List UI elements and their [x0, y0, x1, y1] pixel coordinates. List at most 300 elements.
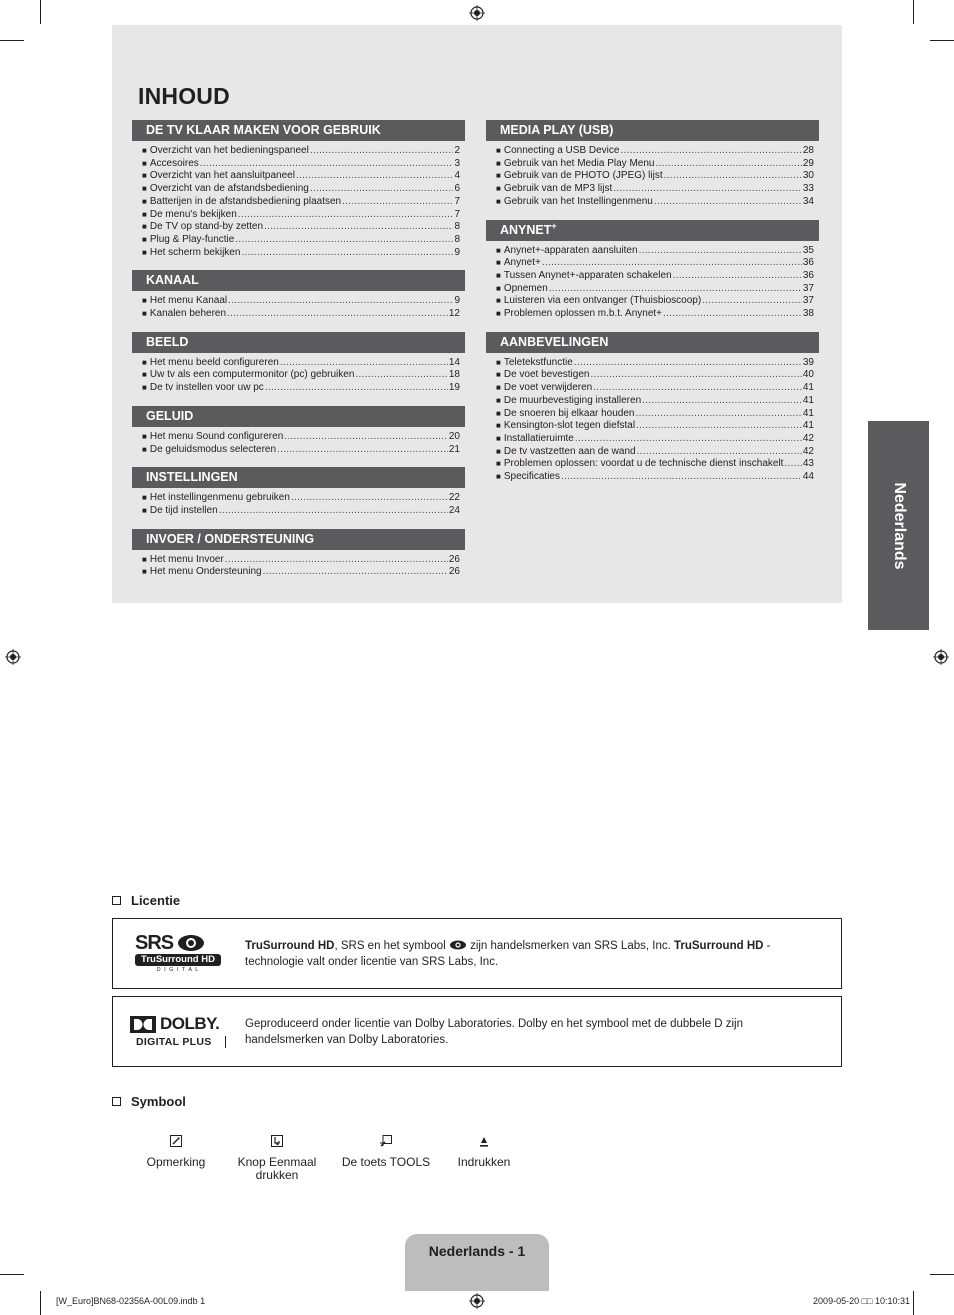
srs-logo-badge: TruSurround HD — [135, 954, 221, 966]
toc-leader-dots — [291, 492, 448, 505]
toc-entry-page: 14 — [448, 356, 460, 368]
toc-entry-page: 28 — [802, 145, 814, 156]
toc-entry[interactable] — [496, 283, 814, 296]
toc-entry-label: Specificaties — [503, 471, 560, 483]
toc-leader-dots — [593, 382, 802, 395]
toc-section — [132, 270, 465, 320]
toc-leader-dots — [241, 247, 453, 260]
toc-entry[interactable] — [496, 420, 814, 433]
toc-entry[interactable] — [496, 145, 814, 158]
license-heading-text: Licentie — [131, 893, 181, 908]
toc-entry-page: 39 — [802, 356, 814, 368]
toc-entry[interactable] — [142, 158, 460, 171]
toc-section — [132, 406, 465, 456]
toc-entry-page: 41 — [802, 394, 814, 406]
toc-section-title: INVOER / ONDERSTEUNING — [146, 531, 315, 546]
crop-mark — [0, 1274, 24, 1275]
toc-entry[interactable] — [496, 382, 814, 395]
toc-entry-page: 37 — [802, 282, 814, 294]
toc-entry[interactable] — [142, 444, 460, 457]
toc-leader-dots — [263, 566, 448, 579]
toc-entry-label: Overzicht van de afstandsbediening — [149, 183, 309, 195]
toc-leader-dots — [702, 295, 802, 308]
toc-section — [486, 332, 819, 484]
bullet-square-icon: ■ — [496, 459, 501, 469]
toc-list — [486, 245, 819, 321]
toc-entry-page: 3 — [454, 157, 460, 169]
toc-entry[interactable] — [496, 357, 814, 370]
bullet-square-icon: ■ — [496, 245, 501, 255]
toc-entry-page: 24 — [448, 504, 460, 516]
toc-entry-page: 35 — [802, 244, 814, 256]
toc-section-header — [486, 332, 819, 353]
toc-entry-label: Het instellingenmenu gebruiken — [149, 492, 290, 504]
toc-entry-label: Opnemen — [503, 282, 548, 294]
toc-entry-page: 41 — [802, 420, 814, 432]
checkbox-square-icon — [112, 896, 121, 905]
symbol-tools — [331, 1134, 441, 1169]
toc-entry[interactable] — [142, 566, 460, 579]
symbol-press-label: Indrukken — [457, 1155, 511, 1169]
bullet-square-icon: ■ — [496, 357, 501, 367]
bullet-square-icon: ■ — [496, 296, 501, 306]
srs-logo-sub: D I G I T A L — [156, 967, 200, 973]
toc-entry-page: 42 — [802, 432, 814, 444]
bullet-square-icon: ■ — [142, 146, 147, 155]
crop-mark — [0, 40, 24, 41]
toc-entry-label: De muurbevestiging installeren — [503, 394, 642, 406]
bullet-square-icon: ■ — [142, 431, 147, 441]
toc-section — [486, 120, 819, 209]
symbol-note — [121, 1134, 231, 1169]
toc-entry-page: 44 — [802, 471, 814, 483]
toc-list — [132, 145, 465, 259]
registration-mark-icon — [469, 5, 485, 21]
toc-entry[interactable] — [496, 458, 814, 471]
toc-list — [132, 295, 465, 320]
toc-entry[interactable] — [142, 170, 460, 183]
bullet-square-icon: ■ — [142, 171, 147, 181]
toc-entry[interactable] — [496, 196, 814, 209]
toc-right-column — [486, 120, 819, 495]
symbol-one-touch — [222, 1134, 332, 1182]
toc-entry[interactable] — [496, 446, 814, 459]
toc-entry[interactable] — [496, 433, 814, 446]
toc-entry-page: 8 — [454, 233, 460, 245]
toc-section-header — [132, 529, 465, 550]
toc-entry-page: 36 — [802, 269, 814, 281]
toc-leader-dots — [310, 183, 454, 196]
toc-section — [486, 220, 819, 321]
toc-list — [132, 492, 465, 517]
bullet-square-icon: ■ — [496, 408, 501, 418]
toc-section-title: AANBEVELINGEN — [500, 334, 609, 349]
toc-entry-page: 42 — [802, 445, 814, 457]
toc-entry-label: Gebruik van de MP3 lijst — [503, 183, 613, 195]
toc-entry-page: 38 — [802, 308, 814, 320]
page-number: Nederlands - 1 — [405, 1234, 549, 1291]
toc-entry-label: Problemen oplossen m.b.t. Anynet+ — [503, 308, 662, 320]
toc-list — [132, 431, 465, 456]
bullet-square-icon: ■ — [142, 296, 147, 306]
toc-entry[interactable] — [496, 308, 814, 321]
bullet-square-icon: ■ — [142, 196, 147, 206]
toc-entry[interactable] — [142, 145, 460, 158]
toc-entry-page: 30 — [802, 170, 814, 182]
toc-entry-label: Het scherm bekijken — [149, 246, 241, 258]
srs-bold-trusurround: TruSurround HD — [245, 940, 335, 952]
toc-entry-label: De tv vastzetten aan de wand — [503, 445, 636, 457]
bullet-square-icon: ■ — [142, 554, 147, 564]
toc-section — [132, 332, 465, 395]
toc-entry[interactable] — [142, 196, 460, 209]
toc-entry-label: Kensington-slot tegen diefstal — [503, 420, 636, 432]
toc-entry-label: Het menu Invoer — [149, 553, 224, 565]
bullet-square-icon: ■ — [142, 505, 147, 515]
toc-leader-dots — [590, 369, 801, 382]
toc-leader-dots — [636, 408, 802, 421]
toc-entry-label: Overzicht van het bedieningspaneel — [149, 145, 309, 156]
toc-leader-dots — [542, 257, 802, 270]
toc-section-title: MEDIA PLAY (USB) — [500, 123, 614, 137]
srs-text-part: , SRS en het symbool — [334, 940, 449, 952]
toc-entry[interactable] — [496, 408, 814, 421]
srs-text-part: - technologie valt onder licentie van SRS Labs, Inc. — [245, 940, 771, 968]
bullet-square-icon: ■ — [142, 209, 147, 219]
srs-license-text — [245, 938, 815, 970]
crop-mark — [913, 0, 914, 24]
toc-entry-page: 36 — [802, 257, 814, 269]
crop-mark — [40, 1291, 41, 1315]
toc-leader-dots — [228, 295, 453, 308]
toc-section-title: DE TV KLAAR MAKEN VOOR GEBRUIK — [146, 123, 381, 137]
crop-mark — [930, 40, 954, 41]
registration-mark-icon — [5, 649, 21, 665]
toc-entry[interactable] — [496, 170, 814, 183]
toc-entry-label: Batterijen in de afstandsbediening plaatsen — [149, 195, 342, 207]
toc-list — [486, 357, 819, 484]
toc-leader-dots — [227, 308, 448, 321]
symbol-heading-text: Symbool — [131, 1094, 186, 1109]
bullet-square-icon: ■ — [142, 370, 147, 380]
toc-entry-page: 9 — [454, 246, 460, 258]
toc-entry-page: 18 — [448, 369, 460, 381]
bullet-square-icon: ■ — [142, 222, 147, 232]
toc-leader-dots — [549, 283, 802, 296]
note-icon — [169, 1134, 183, 1148]
toc-leader-dots — [642, 395, 802, 408]
crop-mark — [913, 1291, 914, 1315]
toc-entry-label: Problemen oplossen: voordat u de technische dienst inschakelt — [503, 458, 784, 470]
bullet-square-icon: ■ — [496, 171, 501, 181]
toc-entry-page: 40 — [802, 369, 814, 381]
bullet-square-icon: ■ — [142, 567, 147, 577]
bullet-square-icon: ■ — [496, 395, 501, 405]
toc-entry-label: Accesoires — [149, 157, 199, 169]
toc-entry-label: Uw tv als een computermonitor (pc) gebruiken — [149, 369, 355, 381]
toc-leader-dots — [238, 209, 454, 222]
toc-entry-label: Gebruik van het Instellingenmenu — [503, 195, 653, 207]
toc-entry-label: Het menu Sound configureren — [149, 430, 284, 442]
toc-entry-label: Gebruik van het Media Play Menu — [503, 157, 655, 169]
toc-leader-dots — [620, 145, 801, 158]
license-heading — [112, 893, 180, 908]
srs-logo-text: SRS — [135, 932, 174, 954]
toc-entry-label: De voet verwijderen — [503, 382, 593, 394]
toc-section-header — [486, 220, 819, 241]
toc-entry-label: Het menu beeld configureren — [149, 356, 279, 368]
toc-entry-label: De snoeren bij elkaar houden — [503, 407, 635, 419]
toc-entry-page: 43 — [802, 458, 814, 470]
toc-section-title: ANYNET — [500, 222, 552, 237]
toc-entry-label: Tussen Anynet+-apparaten schakelen — [503, 269, 672, 281]
toc-section-title-sup: + — [551, 220, 557, 231]
toc-entry[interactable] — [142, 209, 460, 222]
toc-entry[interactable] — [496, 270, 814, 283]
toc-leader-dots — [784, 458, 801, 471]
srs-logo — [135, 933, 225, 977]
toc-entry-page: 9 — [454, 295, 460, 307]
registration-mark-icon — [933, 649, 949, 665]
toc-section-header — [132, 406, 465, 427]
toc-leader-dots — [664, 170, 802, 183]
toc-leader-dots — [310, 145, 454, 158]
toc-leader-dots — [575, 433, 802, 446]
toc-entry-page: 7 — [454, 195, 460, 207]
toc-entry-label: Het menu Ondersteuning — [149, 566, 262, 578]
toc-leader-dots — [574, 357, 802, 370]
press-icon — [477, 1134, 491, 1148]
toc-entry[interactable] — [142, 247, 460, 260]
toc-entry-label: De tv instellen voor uw pc — [149, 382, 264, 394]
toc-entry-page: 26 — [448, 566, 460, 578]
toc-entry[interactable] — [142, 554, 460, 567]
toc-entry-label: Installatieruimte — [503, 432, 574, 444]
toc-entry-label: Het menu Kanaal — [149, 295, 228, 307]
toc-entry-label: Luisteren via een ontvanger (Thuisbioscoop) — [503, 295, 702, 307]
bullet-square-icon: ■ — [496, 421, 501, 431]
crop-mark — [930, 1274, 954, 1275]
symbol-press — [429, 1134, 539, 1169]
dolby-logo-text: DOLBY. — [160, 1014, 220, 1033]
toc-entry[interactable] — [142, 382, 460, 395]
bullet-square-icon: ■ — [142, 247, 147, 257]
dolby-logo — [130, 1015, 230, 1051]
srs-license-box — [112, 918, 842, 989]
bullet-square-icon: ■ — [142, 234, 147, 244]
toc-leader-dots — [280, 357, 448, 370]
toc-entry-page: 2 — [454, 145, 460, 156]
srs-text-part: zijn handelsmerken van SRS Labs, Inc. — [466, 940, 674, 952]
toc-leader-dots — [355, 369, 448, 382]
registration-mark-icon — [469, 1293, 485, 1309]
bullet-square-icon: ■ — [496, 283, 501, 293]
bullet-square-icon: ■ — [496, 433, 501, 443]
toc-left-column — [132, 120, 465, 590]
toc-leader-dots — [637, 446, 802, 459]
toc-entry-page: 22 — [448, 492, 460, 504]
bullet-square-icon: ■ — [496, 258, 501, 268]
toc-entry-page: 34 — [802, 195, 814, 207]
toc-leader-dots — [654, 196, 802, 209]
toc-entry-page: 37 — [802, 295, 814, 307]
toc-section — [132, 120, 465, 259]
toc-entry-label: De TV op stand-by zetten — [149, 221, 264, 233]
symbol-tools-label: De toets TOOLS — [341, 1155, 431, 1169]
bullet-square-icon: ■ — [142, 383, 147, 393]
toc-entry-page: 41 — [802, 382, 814, 394]
toc-leader-dots — [636, 420, 802, 433]
toc-entry[interactable] — [496, 245, 814, 258]
checkbox-square-icon — [112, 1097, 121, 1106]
toc-entry-label: Gebruik van de PHOTO (JPEG) lijst — [503, 170, 663, 182]
toc-entry-page: 8 — [454, 221, 460, 233]
one-touch-button-icon — [270, 1134, 284, 1148]
toc-entry-label: De tijd instellen — [149, 504, 218, 516]
bullet-square-icon: ■ — [142, 444, 147, 454]
toc-entry-page: 7 — [454, 208, 460, 220]
toc-leader-dots — [296, 170, 454, 183]
toc-list — [132, 554, 465, 579]
toc-entry-label: De voet bevestigen — [503, 369, 590, 381]
table-of-contents — [112, 25, 842, 603]
footer-file-name: [W_Euro]BN68-02356A-00L09.indb 1 — [56, 1296, 206, 1306]
language-side-tab — [868, 421, 929, 630]
toc-section — [132, 467, 465, 517]
symbol-one-touch-label: Knop Eenmaal drukken — [237, 1155, 317, 1182]
toc-entry-label: Overzicht van het aansluitpaneel — [149, 170, 295, 182]
toc-entry[interactable] — [142, 308, 460, 321]
toc-entry[interactable] — [142, 357, 460, 370]
toc-entry[interactable] — [142, 234, 460, 247]
toc-leader-dots — [342, 196, 453, 209]
bullet-square-icon: ■ — [496, 184, 501, 194]
toc-entry-page: 33 — [802, 183, 814, 195]
toc-section-header — [132, 332, 465, 353]
toc-section-header — [132, 120, 465, 141]
toc-entry[interactable] — [496, 471, 814, 484]
bullet-square-icon: ■ — [142, 493, 147, 503]
toc-leader-dots — [639, 245, 802, 258]
toc-section-title: INSTELLINGEN — [146, 470, 238, 485]
toc-list — [486, 145, 819, 209]
toc-entry-page: 4 — [454, 170, 460, 182]
toc-entry-page: 19 — [448, 382, 460, 394]
bullet-square-icon: ■ — [496, 270, 501, 280]
srs-symbol-icon — [176, 934, 206, 952]
toc-entry-page: 12 — [448, 308, 460, 320]
dolby-license-box — [112, 996, 842, 1067]
dolby-double-d-icon — [130, 1016, 156, 1033]
toc-leader-dots — [613, 183, 802, 196]
toc-leader-dots — [225, 554, 448, 567]
toc-section-title: BEELD — [146, 334, 189, 349]
toc-leader-dots — [277, 444, 448, 457]
toc-entry-page: 21 — [448, 443, 460, 455]
toc-leader-dots — [219, 505, 448, 518]
bullet-square-icon: ■ — [496, 158, 501, 168]
bullet-square-icon: ■ — [496, 196, 501, 206]
toc-section-title: GELUID — [146, 408, 194, 423]
bullet-square-icon: ■ — [142, 309, 147, 319]
toc-section-header — [132, 270, 465, 291]
toc-entry[interactable] — [496, 158, 814, 171]
toc-leader-dots — [663, 308, 802, 321]
toc-section-header — [486, 120, 819, 141]
bullet-square-icon: ■ — [142, 184, 147, 194]
toc-entry[interactable] — [142, 505, 460, 518]
toc-entry[interactable] — [496, 183, 814, 196]
toc-entry-page: 20 — [448, 430, 460, 442]
bullet-square-icon: ■ — [496, 370, 501, 380]
toc-entry[interactable] — [496, 395, 814, 408]
page-title: INHOUD — [138, 83, 230, 109]
toc-entry-label: Kanalen beheren — [149, 308, 227, 320]
toc-entry-label: Plug & Play-functie — [149, 233, 235, 245]
srs-bold-trusurround: TruSurround HD — [673, 940, 764, 952]
srs-inline-symbol-icon — [449, 940, 467, 950]
toc-entry[interactable] — [496, 295, 814, 308]
side-tab-label: Nederlands — [890, 481, 908, 570]
symbol-heading — [112, 1094, 186, 1109]
toc-entry-label: De geluidsmodus selecteren — [149, 443, 277, 455]
toc-entry-label: Anynet+ — [503, 257, 541, 269]
dolby-license-text: Geproduceerd onder licentie van Dolby Laboratories. Dolby en het symbool met de dubbele D zijn handelsmerken van Dolby Laboratories. — [245, 1018, 743, 1046]
toc-leader-dots — [264, 221, 453, 234]
toc-entry-label: De menu's bekijken — [149, 208, 237, 220]
toc-list — [132, 357, 465, 395]
toc-entry[interactable] — [142, 221, 460, 234]
footer-timestamp: 2009-05-20 □□ 10:10:31 — [813, 1296, 910, 1306]
toc-leader-dots — [655, 158, 801, 171]
tools-button-icon — [379, 1134, 393, 1148]
toc-entry[interactable] — [142, 369, 460, 382]
toc-leader-dots — [235, 234, 453, 247]
toc-entry[interactable] — [142, 431, 460, 444]
toc-entry[interactable] — [142, 295, 460, 308]
toc-section-title: KANAAL — [146, 273, 199, 288]
toc-entry[interactable] — [142, 492, 460, 505]
toc-entry[interactable] — [496, 369, 814, 382]
toc-leader-dots — [561, 471, 802, 484]
bullet-square-icon: ■ — [496, 309, 501, 319]
toc-entry-page: 41 — [802, 407, 814, 419]
toc-section — [132, 529, 465, 579]
toc-leader-dots — [284, 431, 448, 444]
toc-entry-page: 29 — [802, 157, 814, 169]
toc-entry-label: Teletekstfunctie — [503, 356, 573, 368]
symbol-note-label: Opmerking — [146, 1155, 206, 1169]
dolby-logo-sub: DIGITAL PLUS — [136, 1036, 226, 1048]
toc-entry-page: 26 — [448, 553, 460, 565]
toc-leader-dots — [265, 382, 448, 395]
bullet-square-icon: ■ — [142, 357, 147, 367]
toc-entry[interactable] — [142, 183, 460, 196]
bullet-square-icon: ■ — [496, 472, 501, 482]
toc-leader-dots — [200, 158, 454, 171]
toc-entry-page: 6 — [454, 183, 460, 195]
crop-mark — [40, 0, 41, 24]
bullet-square-icon: ■ — [496, 383, 501, 393]
toc-leader-dots — [673, 270, 802, 283]
toc-entry[interactable] — [496, 257, 814, 270]
toc-entry-label: Anynet+-apparaten aansluiten — [503, 244, 638, 256]
bullet-square-icon: ■ — [496, 446, 501, 456]
toc-entry-label: Connecting a USB Device — [503, 145, 620, 156]
bullet-square-icon: ■ — [496, 146, 501, 155]
bullet-square-icon: ■ — [142, 158, 147, 168]
toc-section-header — [132, 467, 465, 488]
